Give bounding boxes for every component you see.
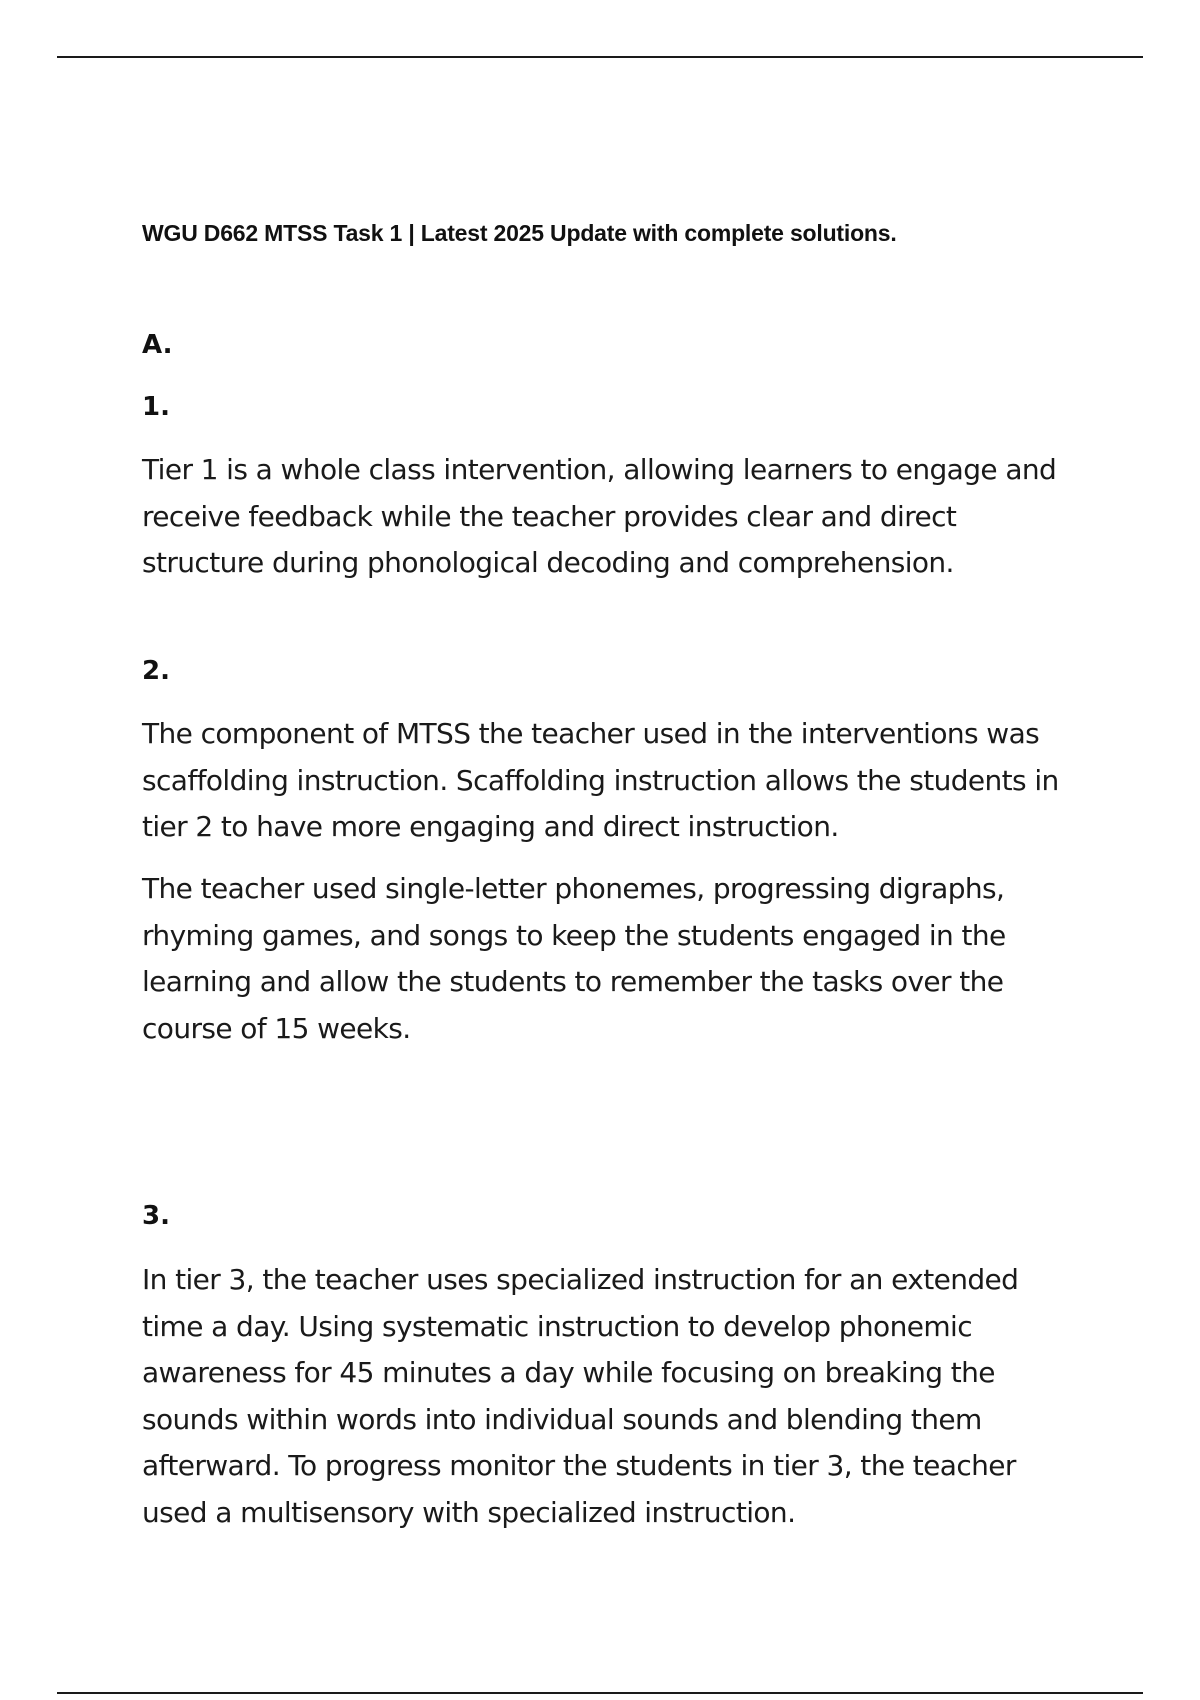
footer-rule [57,1692,1143,1694]
paragraph: In tier 3, the teacher uses specialized instruction for an extended time a day. Using systematic instruction to develop phonemic awareness for 45 minutes a day while focusing on breaking the sounds within words into individual sounds and blending them afterward. To progress monitor the students in tier 3, the teacher used a multisensory with specialized instruction. [142,1263,1019,1529]
paragraph: Tier 1 is a whole class intervention, allowing learners to engage and receive feedback while the teacher provides clear and direct structure during phonological decoding and comprehension. [142,453,1057,579]
item-number-3: 3. [142,1201,170,1231]
item-1-paragraph [142,447,1082,587]
document-title: WGU D662 MTSS Task 1 | Latest 2025 Update with complete solutions. [142,220,897,246]
paragraph: The teacher used single-letter phonemes, progressing digraphs, rhyming games, and songs to keep the students engaged in the learning and allow the students to remember the tasks over the course of 15 weeks. [142,872,1006,1045]
section-label-a: A. [142,330,173,360]
paragraph: The component of MTSS the teacher used in the interventions was scaffolding instruction. Scaffolding instruction allows the students in tier 2 to have more engaging and direct instruction. [142,717,1059,843]
header-rule [57,56,1143,58]
item-3-paragraph [142,1257,1082,1536]
item-number-2: 2. [142,656,170,686]
item-number-1: 1. [142,392,170,422]
item-2-paragraph-1 [142,711,1082,851]
item-2-paragraph-2 [142,866,1082,1052]
